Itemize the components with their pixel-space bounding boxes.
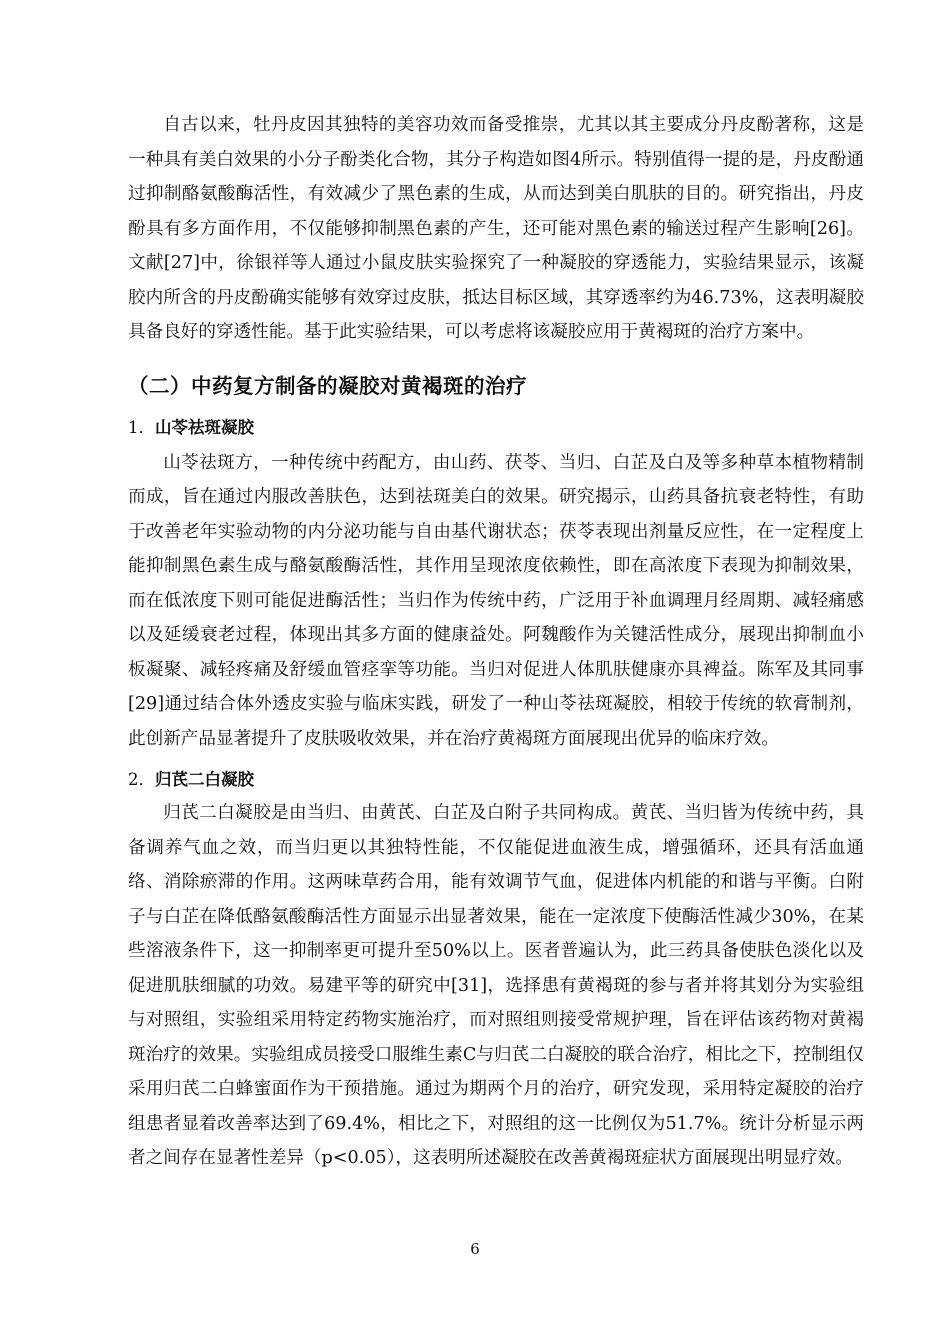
subsection-number-2: 2． <box>128 770 155 789</box>
paragraph-guiqi: 归芪二白凝胶是由当归、由黄芪、白芷及白附子共同构成。黄芪、当归皆为传统中药，具备调养气血之效，而当归更以其独特性能，不仅能促进血液生成，增强循环，还具有活血通络、消除瘀滞的作用。这两味草药合用，能有效调节气血，促进体内机能的和谐与平衡。白附子与白芷在降低酪氨酸酶活性方面显示出显著效果，能在一定浓度下使酶活性减少30%，在某些溶液条件下，这一抑制率更可提升至50%以上。医者普遍认为，此三药具备使肤色淡化以及促进肌肤细腻的功效。易建平等的研究中[31]，选择患有黄褐斑的参与者并将其划分为实验组与对照组，实验组采用特定药物实施治疗，而对照组则接受常规护理，旨在评估该药物对黄褐斑治疗的效果。实验组成员接受口服维生素C与归芪二白凝胶的联合治疗，相比之下，控制组仅采用归芪二白蜂蜜面作为干预措施。通过为期两个月的治疗，研究发现，采用特定凝胶的治疗组患者显着改善率达到了69.4%，相比之下，对照组的这一比例仅为51.7%。统计分析显示两者之间存在显著性差异（p<0.05），这表明所述凝胶在改善黄褐斑症状方面展现出明显疗效。 <box>128 803 864 1168</box>
paragraph-shanling: 山苓祛斑方，一种传统中药配方，由山药、茯苓、当归、白芷及白及等多种草本植物精制而成，旨在通过内服改善肤色，达到祛斑美白的效果。研究揭示，山药具备抗衰老特性，有助于改善老年实验动物的内分泌功能与自由基代谢状态；茯苓表现出剂量反应性，在一定程度上能抑制黑色素生成与酪氨酸酶活性，其作用呈现浓度依赖性，即在高浓度下表现为抑制效果，而在低浓度下则可能促进酶活性；当归作为传统中药，广泛用于补血调理月经周期、减轻痛感以及延缓衰老过程，体现出其多方面的健康益处。阿魏酸作为关键活性成分，展现出抑制血小板凝聚、减轻疼痛及舒缓血管痉挛等功能。当归对促进人体肌肤健康亦具裨益。陈军及其同事[29]通过结合体外透皮实验与临床实践，研发了一种山苓祛斑凝胶，相较于传统的软膏制剂，此创新产品显著提升了皮肤吸收效果，并在治疗黄褐斑方面展现出优异的临床疗效。 <box>128 452 864 749</box>
section-heading: （二）中药复方制备的凝胶对黄褐斑的治疗 <box>128 373 527 398</box>
page-number: 6 <box>470 1240 480 1258</box>
paragraph-paeonol: 自古以来，牡丹皮因其独特的美容功效而备受推崇，尤其以其主要成分丹皮酚著称，这是一种具有美白效果的小分子酚类化合物，其分子构造如图4所示。特别值得一提的是，丹皮酚通过抑制酪氨酸酶活性，有效减少了黑色素的生成，从而达到美白肌肤的目的。研究指出，丹皮酚具有多方面作用，不仅能够抑制黑色素的产生，还可能对黑色素的输送过程产生影响[26]。文献[27]中，徐银祥等人通过小鼠皮肤实验探究了一种凝胶的穿透能力，实验结果显示，该凝胶内所含的丹皮酚确实能够有效穿过皮肤，抵达目标区域，其穿透率约为46.73%，这表明凝胶具备良好的穿透性能。基于此实验结果，可以考虑将该凝胶应用于黄褐斑的治疗方案中。 <box>128 115 864 342</box>
subsection-heading-2 <box>128 766 864 794</box>
subsection-title-2: 归芪二白凝胶 <box>155 770 254 789</box>
subsection-heading-1 <box>128 414 864 442</box>
document-body <box>128 108 864 1176</box>
subsection-title-1: 山苓祛斑凝胶 <box>155 417 254 437</box>
subsection-number-1: 1． <box>128 417 155 437</box>
